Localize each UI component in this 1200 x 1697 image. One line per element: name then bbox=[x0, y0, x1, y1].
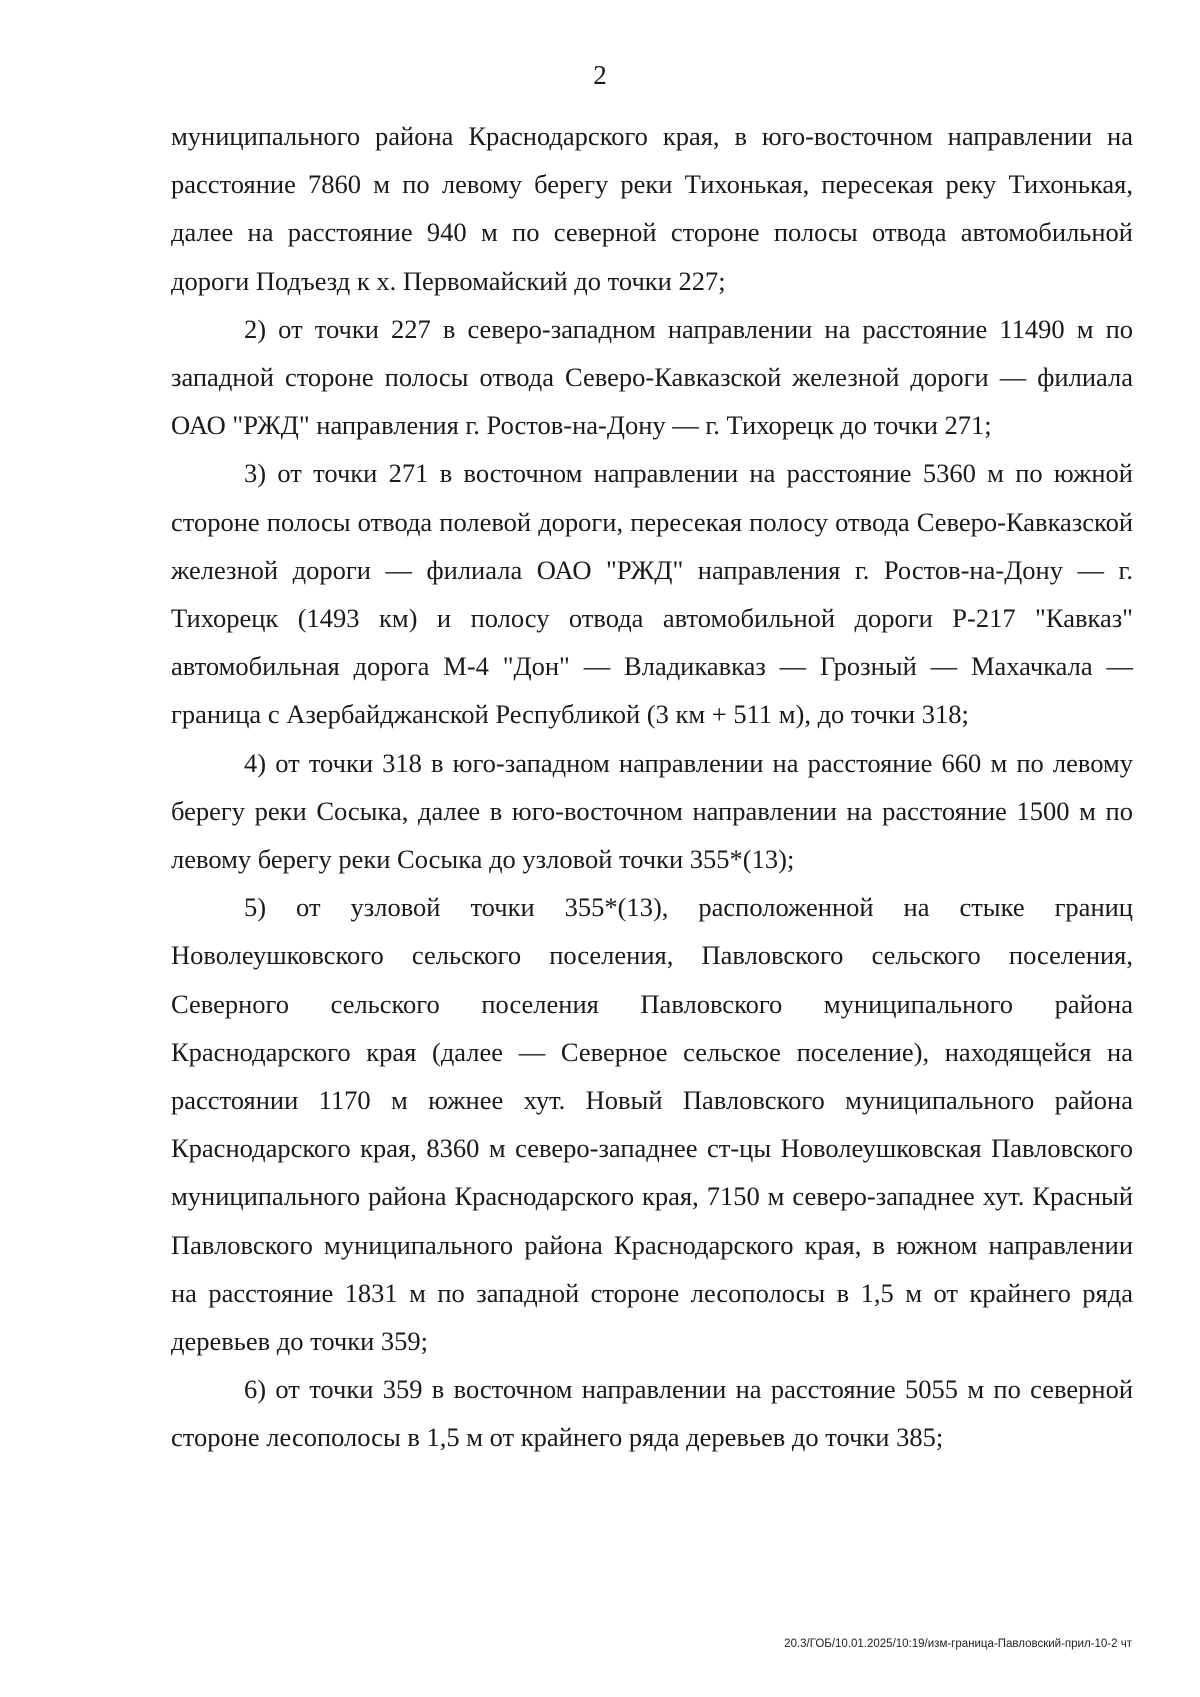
paragraph-item-3: 3) от точки 271 в восточном направлении на расстояние 5360 м по южной стороне полосы отвода полевой дороги, пересекая полосу отвода Северо-Кавказской железной дороги — филиала ОАО "РЖД" направления г. Ростов-на-Дону — г. Тихорецк (1493 км) и полосу отвода автомобильной дороги Р-217 "Кавказ" автомобильная дорога М-4 "Дон" — Владикавказ — Грозный — Махачкала — граница с Азербайджанской Республикой (3 км + 511 м), до точки 318; bbox=[171, 458, 1133, 730]
paragraph-item-5: 5) от узловой точки 355*(13), расположенной на стыке границ Новолеушковского сельского поселения, Павловского сельского поселения, Северного сельского поселения Павловского муниципального района Краснодарского края (далее — Северное сельское поселение), находящейся на расстоянии 1170 м южнее хут. Новый Павловского муниципального района Краснодарского края, 8360 м северо-западнее ст-цы Новолеушковская Павловского муниципального района Краснодарского края, 7150 м северо-западнее хут. Красный Павловского муниципального района Краснодарского края, в южном направлении на расстояние 1831 м по западной стороне лесополосы в 1,5 м от крайнего ряда деревьев до точки 359; bbox=[171, 892, 1133, 1357]
document-footer-code: 20.3/ГОБ/10.01.2025/10:19/изм-граница-Павловский-прил-10-2 чт bbox=[784, 1638, 1132, 1650]
page-number: 2 bbox=[593, 60, 607, 90]
paragraph-item-2: 2) от точки 227 в северо-западном направлении на расстояние 11490 м по западной стороне полосы отвода Северо-Кавказской железной дороги — филиала ОАО "РЖД" направления г. Ростов-на-Дону — г. Тихорецк до точки 271; bbox=[171, 313, 1133, 441]
document-body bbox=[171, 112, 1133, 1462]
paragraph-continuation: муниципального района Краснодарского края, в юго-восточном направлении на расстояние 7860 м по левому берегу реки Тихонькая, пересекая реку Тихонькая, далее на расстояние 940 м по северной стороне полосы отвода автомобильной дороги Подъезд к х. Первомайский до точки 227; bbox=[171, 121, 1133, 296]
paragraph-item-6: 6) от точки 359 в восточном направлении на расстояние 5055 м по северной стороне лесополосы в 1,5 м от крайнего ряда деревьев до точки 385; bbox=[171, 1374, 1133, 1453]
paragraph-item-4: 4) от точки 318 в юго-западном направлении на расстояние 660 м по левому берегу реки Сосыка, далее в юго-восточном направлении на расстояние 1500 м по левому берегу реки Сосыка до узловой точки 355*(13); bbox=[171, 747, 1133, 875]
